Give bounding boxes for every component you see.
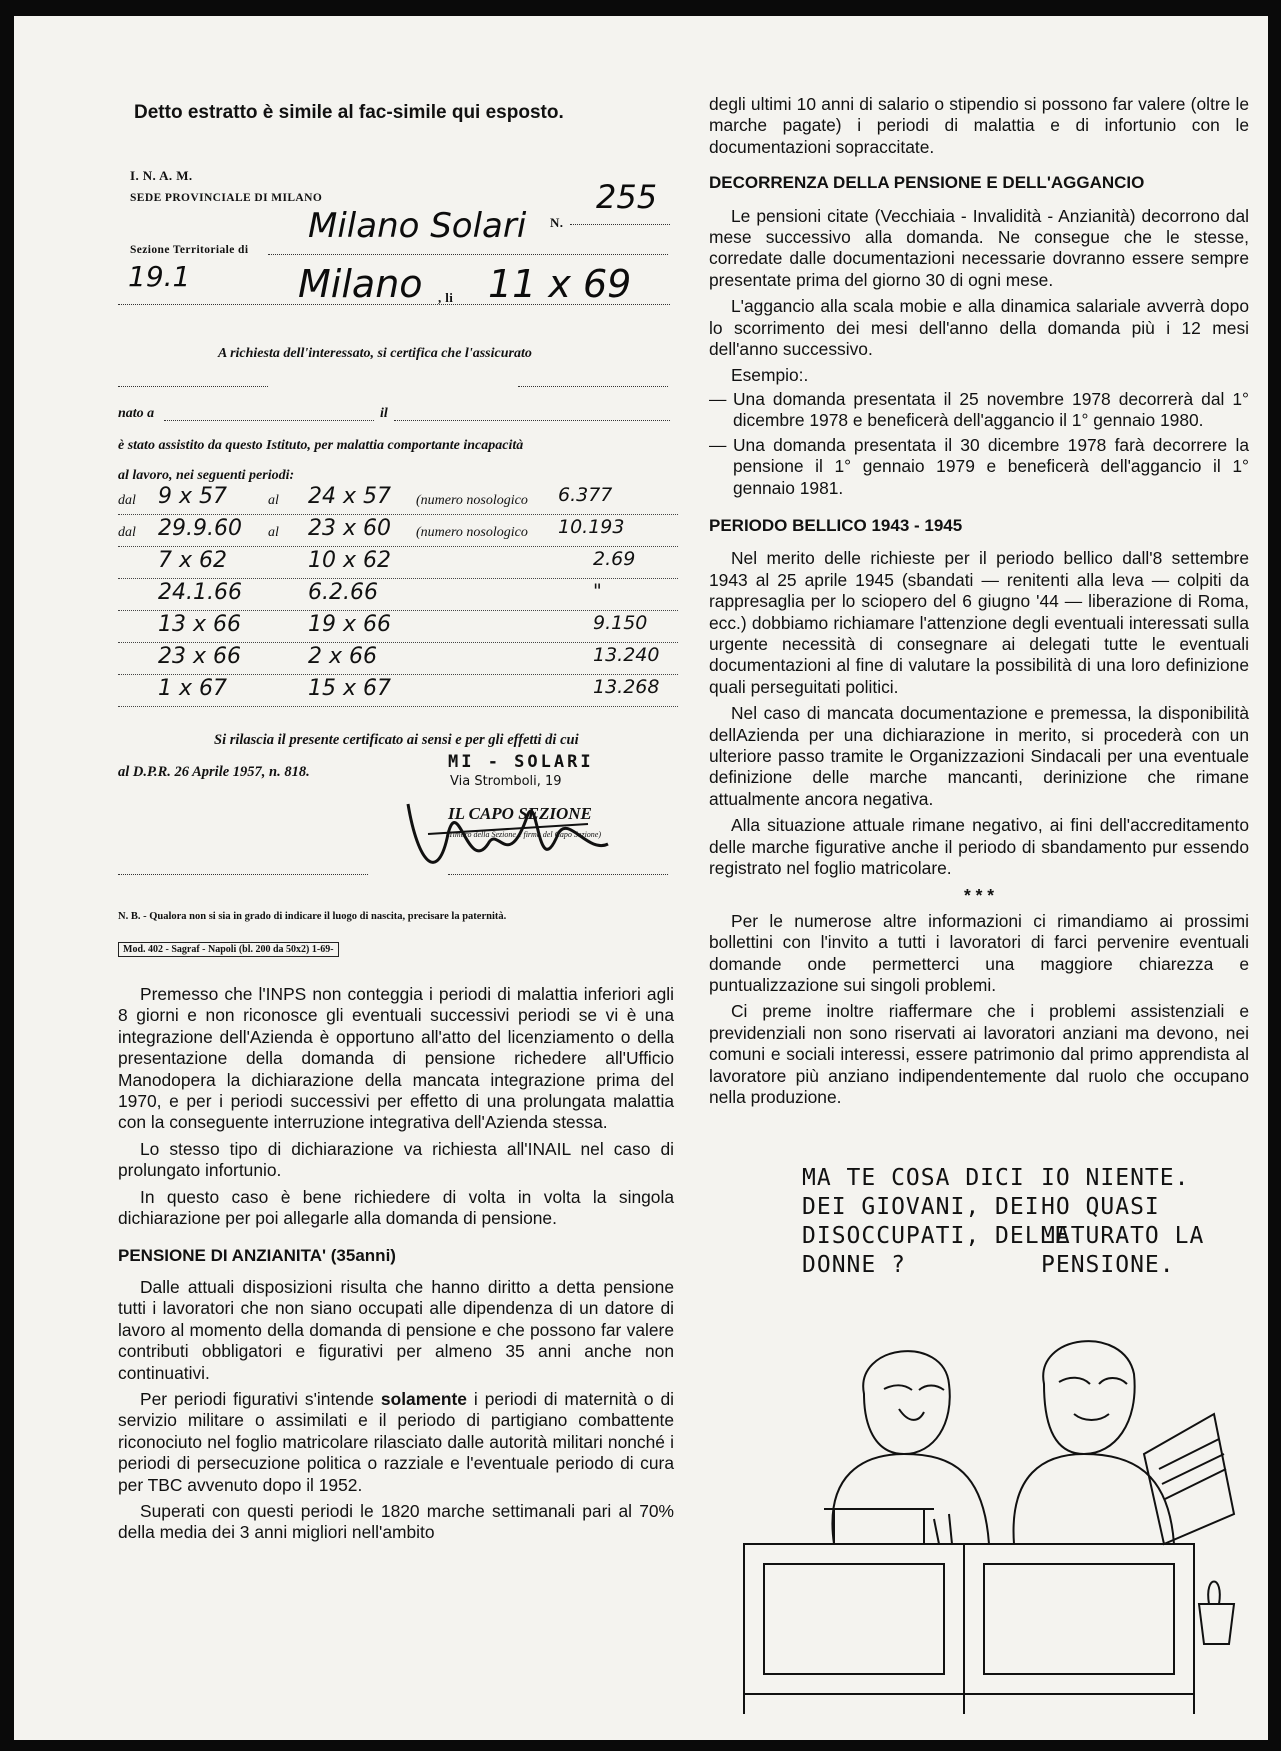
cert-date: 11 x 69: [488, 262, 632, 306]
paragraph: Le pensioni citate (Vecchiaia - Invalidità - Anzianità) decorrono dal mese successivo alla domanda. Ne consegue che le stesse, corredate dalle documentazioni necessarie dovranno essere sempre presentate prima del giorno 30 di ogni mese.: [709, 205, 1249, 290]
period-row: 7 x 62 10 x 62 2.69: [118, 548, 678, 579]
cert-section-value: Milano Solari: [308, 206, 527, 246]
cert-born-label: nato a: [118, 406, 155, 421]
heading-anzianita: PENSIONE DI ANZIANITA' (35anni): [118, 1246, 396, 1266]
cert-org: I. N. A. M.: [130, 168, 193, 183]
paragraph: Lo stesso tipo di dichiarazione va richiesta all'INAIL nel caso di prolungato infortunio.: [118, 1138, 674, 1181]
cert-work: al lavoro, nei seguenti periodi:: [118, 468, 295, 483]
cert-mod: Mod. 402 - Sagraf - Napoli (bl. 200 da 50x2) 1-69-: [118, 942, 339, 957]
cert-release: Si rilascia il presente certificato ai sensi e per gli effetti di cui: [214, 732, 579, 748]
paragraph: Per periodi figurativi s'intende solamente i periodi di maternità o di servizio militare o assimilati e il periodo di partigiano combattente riconociuto nel foglio matricolare rilasciato dalle autorità militari nonché i periodi di persecuzione politica o razziale e l'eventuale periodo di cura per TBC avvenuto dopo il 1952.: [118, 1388, 674, 1495]
period-row: 13 x 66 19 x 66 9.150: [118, 612, 678, 643]
certificate-facsimile: [118, 154, 678, 974]
period-row: 1 x 67 15 x 67 13.268: [118, 676, 678, 707]
period-row: dal 9 x 57 al 24 x 57 (numero nosologico 6.377: [118, 484, 678, 515]
cartoon-drawing: [714, 1304, 1254, 1724]
cartoon: [714, 1164, 1254, 1724]
paragraph: L'aggancio alla scala mobie e alla dinamica salariale avverrà dopo lo scorrimento dei mesi dell'anno della domanda più i 12 mesi dell'anno successivo.: [709, 296, 1249, 360]
separator-stars: * * *: [964, 885, 994, 906]
signature-scribble: [388, 774, 628, 894]
cert-place: Milano: [298, 262, 423, 306]
cert-dpr: al D.P.R. 26 Aprile 1957, n. 818.: [118, 764, 310, 780]
paragraph: Nel caso di mancata documentazione e premessa, la disponibilità dellAzienda per una dichiarazione in merito, si procederà con un ulteriore passo tramite le Organizzazioni Sindacali per una eventuale definizione delle marche mancanti, derinizione che rimane attualmente ancora negativa.: [709, 703, 1249, 809]
cert-request: A richiesta dell'interessato, si certifica che l'assicurato: [218, 346, 532, 361]
paragraph: Per le numerose altre informazioni ci rimandiamo ai prossimi bollettini con l'invito a tutti i lavoratori di farci pervenire eventuali domande onde permetterci una maggiore chiarezza e puntualizzazione sui singoli problemi.: [709, 910, 1249, 996]
cert-section-label: Sezione Territoriale di: [130, 244, 249, 256]
left-column-text: [118, 984, 674, 1549]
stamp-line1: MI - SOLARI: [448, 752, 594, 772]
top-edge: [14, 14, 1268, 16]
paragraph: Ci preme inoltre riaffermare che i problemi assistenziali e previdenziali non sono riservati ai lavoratori anziani ma devono, nei comuni e sociali interessi, essere patrimonio dal primo apprendista al lavoratore più anziano indipendentemente dal ruolo che occupano nella produzione.: [709, 1001, 1249, 1108]
document-page: [14, 14, 1268, 1740]
example-item: — Una domanda presentata il 25 novembre 1978 decorrerà dal 1° dicembre 1978 e beneficerà dell'aggancio il 1° gennaio 1980.: [709, 388, 1249, 431]
paragraph: In questo caso è bene richiedere di volta in volta la singola dichiarazione per poi allegarle alla domanda di pensione.: [118, 1186, 674, 1229]
period-row: 24.1.66 6.2.66 ": [118, 580, 678, 611]
paragraph: Premesso che l'INPS non conteggia i periodi di malattia inferiori agli 8 giorni e non riconosce gli eventuali successivi periodi se vi è una integrazione dell'Azienda è opportuno all'atto del licenziamento o della presentazione della domanda di pensione richedere all'Ufficio Manodopera la dichiarazione della mancata integrazione prima del 1970, e per i periodi successivi per effetto di una prolungata malattia con la conseguente interruzione integrativa dell'Azienda stessa.: [118, 984, 674, 1133]
cert-il-label: il: [380, 406, 388, 421]
cert-number-value: 255: [596, 178, 658, 216]
cert-li-label: , li: [438, 290, 454, 305]
period-row: dal 29.9.60 al 23 x 60 (numero nosologico 10.193: [118, 516, 678, 547]
period-row: 23 x 66 2 x 66 13.240: [118, 644, 678, 675]
speech-right: IO NIENTE. HO QUASI MATURATO LA PENSIONE.: [1041, 1165, 1205, 1278]
example-item: — Una domanda presentata il 30 dicembre 1978 farà decorrere la pensione il 1° gennaio 1979 e beneficerà dell'aggancio il 1° gennaio 1981.: [709, 434, 1249, 498]
cert-nb: N. B. - Qualora non si sia in grado di indicare il luogo di nascita, precisare la paternità.: [118, 911, 507, 922]
paragraph: degli ultimi 10 anni di salario o stipendio si possono far valere (oltre le marche pagate) i periodi di malattia e di infortunio con le documentazioni sopraccitate.: [709, 94, 1249, 157]
paragraph: Alla situazione attuale rimane negativo, ai fini dell'accreditamento delle marche figurative anche il periodo di sbandamento pur essendo registrato nel foglio matricolare.: [709, 815, 1249, 878]
heading-decorrenza: DECORRENZA DELLA PENSIONE E DELL'AGGANCIO: [709, 173, 1145, 193]
cert-assisted: è stato assistito da questo Istituto, per malattia comportante incapacità: [118, 438, 524, 453]
cert-chief-sub: (Timbro della Sezione e firma del Capo Sezione): [446, 830, 602, 839]
stamp-line2: Via Stromboli, 19: [450, 774, 562, 789]
right-column-text: [709, 94, 1249, 1113]
cert-chief: IL CAPO SEZIONE: [448, 804, 592, 823]
paragraph: Dalle attuali disposizioni risulta che hanno diritto a detta pensione tutti i lavoratori che non siano occupati alle dipendenza di un datore di lavoro al momento della domanda di pensione e che possono far valere contributi obbligatori e figurativi per almeno 35 anni anche non continuativi.: [118, 1276, 674, 1383]
cert-date-prefix: 19.1: [128, 260, 191, 293]
heading-bellico: PERIODO BELLICO 1943 - 1945: [709, 515, 963, 535]
paragraph: Nel merito delle richieste per il periodo bellico dall'8 settembre 1943 al 25 aprile 1945 (sbandati — renitenti alla leva — colpiti da rappresaglia per lo sciopero del 6 giugno '44 — liberazione di Roma, ecc.) dobbiamo richiamare l'attenzione degli eventuali interessati sulla urgente necessità di consegnare ai delegati tutte le eventuali documentazioni al fine di valutare la possibilità di una loro definizione quali perseguitati politici.: [709, 548, 1249, 697]
bold-word: solamente: [380, 1388, 467, 1409]
paragraph: Esempio:.: [731, 365, 809, 386]
cert-office: SEDE PROVINCIALE DI MILANO: [130, 192, 323, 204]
intro-text: Detto estratto è simile al fac-simile qui esposto.: [134, 102, 564, 123]
speech-left: MA TE COSA DICI DEI GIOVANI, DEI DISOCCUPATI, DELLE DONNE ?: [802, 1165, 1070, 1278]
paragraph: Superati con questi periodi le 1820 marche settimanali pari al 70% della media dei 3 anni migliori nell'ambito: [118, 1500, 674, 1543]
cert-number-label: N.: [550, 215, 564, 230]
